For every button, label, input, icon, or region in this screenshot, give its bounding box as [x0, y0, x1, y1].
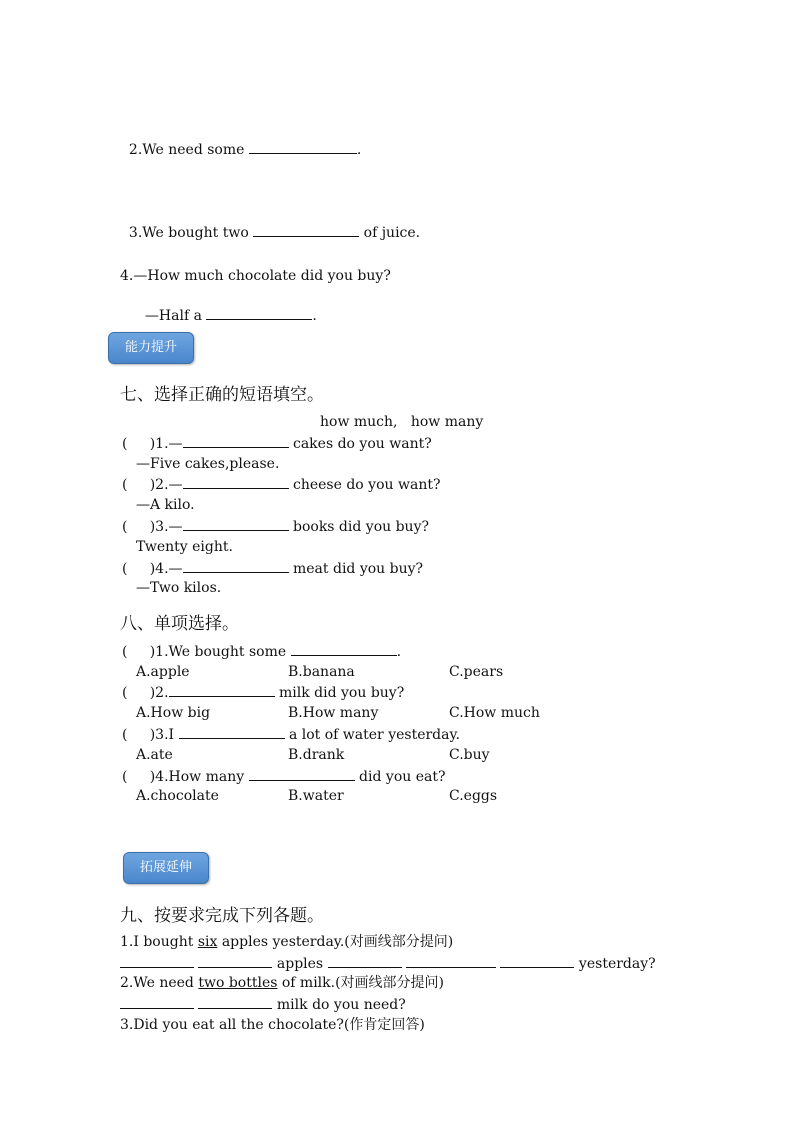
s8-q2-post: milk did you buy?: [274, 685, 405, 701]
answer-blank[interactable]: [206, 306, 312, 320]
badge-extension: 拓展延伸: [123, 852, 209, 884]
answer-blank[interactable]: [183, 559, 289, 573]
s8-q2-opt-a[interactable]: A.How big: [136, 705, 211, 721]
s7-q1-text: cakes do you want?: [288, 436, 432, 452]
q6-4a: 4.—How much chocolate did you buy?: [120, 268, 391, 284]
s8-q4-opt-c[interactable]: C.eggs: [449, 788, 498, 804]
s9-q1-text: 1.I bought: [120, 934, 198, 950]
answer-blank[interactable]: [120, 995, 194, 1009]
answer-blank[interactable]: [179, 725, 285, 739]
s7-q3: [122, 517, 429, 536]
s7-q3-text: books did you buy?: [288, 519, 429, 535]
s8-q1-text: ( )1.We bought some: [122, 644, 291, 660]
underlined-word: six: [197, 934, 218, 950]
answer-blank[interactable]: [249, 140, 357, 154]
answer-blank[interactable]: [249, 767, 355, 781]
s8-q2-text: ( )2.: [122, 685, 169, 701]
s7-a1: —Five cakes,please.: [136, 456, 280, 472]
s9-q1: [120, 933, 453, 951]
s8-q3-post: a lot of water yesterday.: [284, 727, 460, 743]
s7-q1: [122, 434, 432, 453]
q6-4b: [136, 288, 317, 325]
s8-q4-opt-a[interactable]: A.chocolate: [136, 788, 219, 804]
s8-q3-text: ( )3.I: [122, 727, 179, 743]
s8-q1-opt-b[interactable]: B.banana: [288, 664, 355, 680]
answer-blank[interactable]: [183, 434, 289, 448]
s8-q2-opt-b[interactable]: B.How many: [288, 705, 379, 721]
options-line: how much, how many: [320, 414, 484, 430]
s9-q1-mid: apples: [272, 956, 328, 972]
answer-blank[interactable]: [328, 954, 402, 968]
q6-2-post: .: [356, 142, 362, 158]
q6-3-post: of juice.: [359, 225, 421, 241]
s7-q4-num: ( )4.—: [122, 561, 183, 577]
s9-q2-answer: [120, 995, 406, 1014]
answer-blank[interactable]: [253, 223, 359, 237]
s7-q4: [122, 559, 423, 578]
s7-q1-num: ( )1.—: [122, 436, 183, 452]
s7-a2: —A kilo.: [136, 497, 195, 513]
answer-blank[interactable]: [500, 954, 574, 968]
q6-2-text: 2.We need some: [128, 142, 249, 158]
s8-q1-opt-c[interactable]: C.pears: [449, 664, 504, 680]
underlined-phrase: two bottles: [198, 975, 278, 991]
s8-q4-opt-b[interactable]: B.water: [288, 788, 344, 804]
s9-q3: 3.Did you eat all the chocolate?(作肯定回答): [120, 1017, 425, 1033]
s9-q2: [120, 974, 444, 992]
answer-blank[interactable]: [198, 995, 272, 1009]
q6-3-text: 3.We bought two: [128, 225, 254, 241]
section-8-title: 八、单项选择。: [120, 614, 239, 634]
s8-q2: [122, 683, 404, 702]
s9-q2-end: milk do you need?: [272, 997, 406, 1013]
section-9-title: 九、按要求完成下列各题。: [120, 906, 324, 926]
badge-ability: 能力提升: [108, 332, 194, 364]
answer-blank[interactable]: [406, 954, 496, 968]
s8-q4-text: ( )4.How many: [122, 769, 249, 785]
answer-blank[interactable]: [120, 954, 194, 968]
s8-q1-opt-a[interactable]: A.apple: [136, 664, 190, 680]
s9-q1-post: apples yesterday.(对画线部分提问): [217, 934, 454, 950]
s7-q4-text: meat did you buy?: [288, 561, 424, 577]
s8-q4-post: did you eat?: [354, 769, 446, 785]
s9-q1-answer: [120, 954, 656, 973]
s8-q3: [122, 725, 460, 744]
q6-3: [120, 205, 420, 242]
s7-q2-num: ( )2.—: [122, 477, 183, 493]
section-7-title: 七、选择正确的短语填空。: [120, 385, 324, 405]
s8-q1-post: .: [396, 644, 402, 660]
s8-q3-opt-a[interactable]: A.ate: [136, 747, 173, 763]
s8-q3-opt-b[interactable]: B.drank: [288, 747, 345, 763]
s9-q1-end: yesterday?: [574, 956, 656, 972]
q6-4b-post: .: [312, 308, 317, 324]
answer-blank[interactable]: [198, 954, 272, 968]
s8-q2-opt-c[interactable]: C.How much: [449, 705, 540, 721]
s7-q3-num: ( )3.—: [122, 519, 183, 535]
s7-q2: [122, 475, 440, 494]
s8-q1: [122, 642, 401, 661]
q6-2: [120, 122, 361, 159]
s7-q2-text: cheese do you want?: [288, 477, 441, 493]
s8-q4: [122, 767, 445, 786]
q6-4b-text: —Half a: [144, 308, 207, 324]
s7-a4: —Two kilos.: [136, 580, 222, 596]
answer-blank[interactable]: [291, 642, 397, 656]
s7-a3: Twenty eight.: [136, 539, 233, 555]
s8-q3-opt-c[interactable]: C.buy: [449, 747, 490, 763]
s9-q2-text: 2.We need: [120, 975, 199, 991]
s9-q2-post: of milk.(对画线部分提问): [277, 975, 445, 991]
answer-blank[interactable]: [169, 683, 275, 697]
answer-blank[interactable]: [183, 475, 289, 489]
answer-blank[interactable]: [183, 517, 289, 531]
